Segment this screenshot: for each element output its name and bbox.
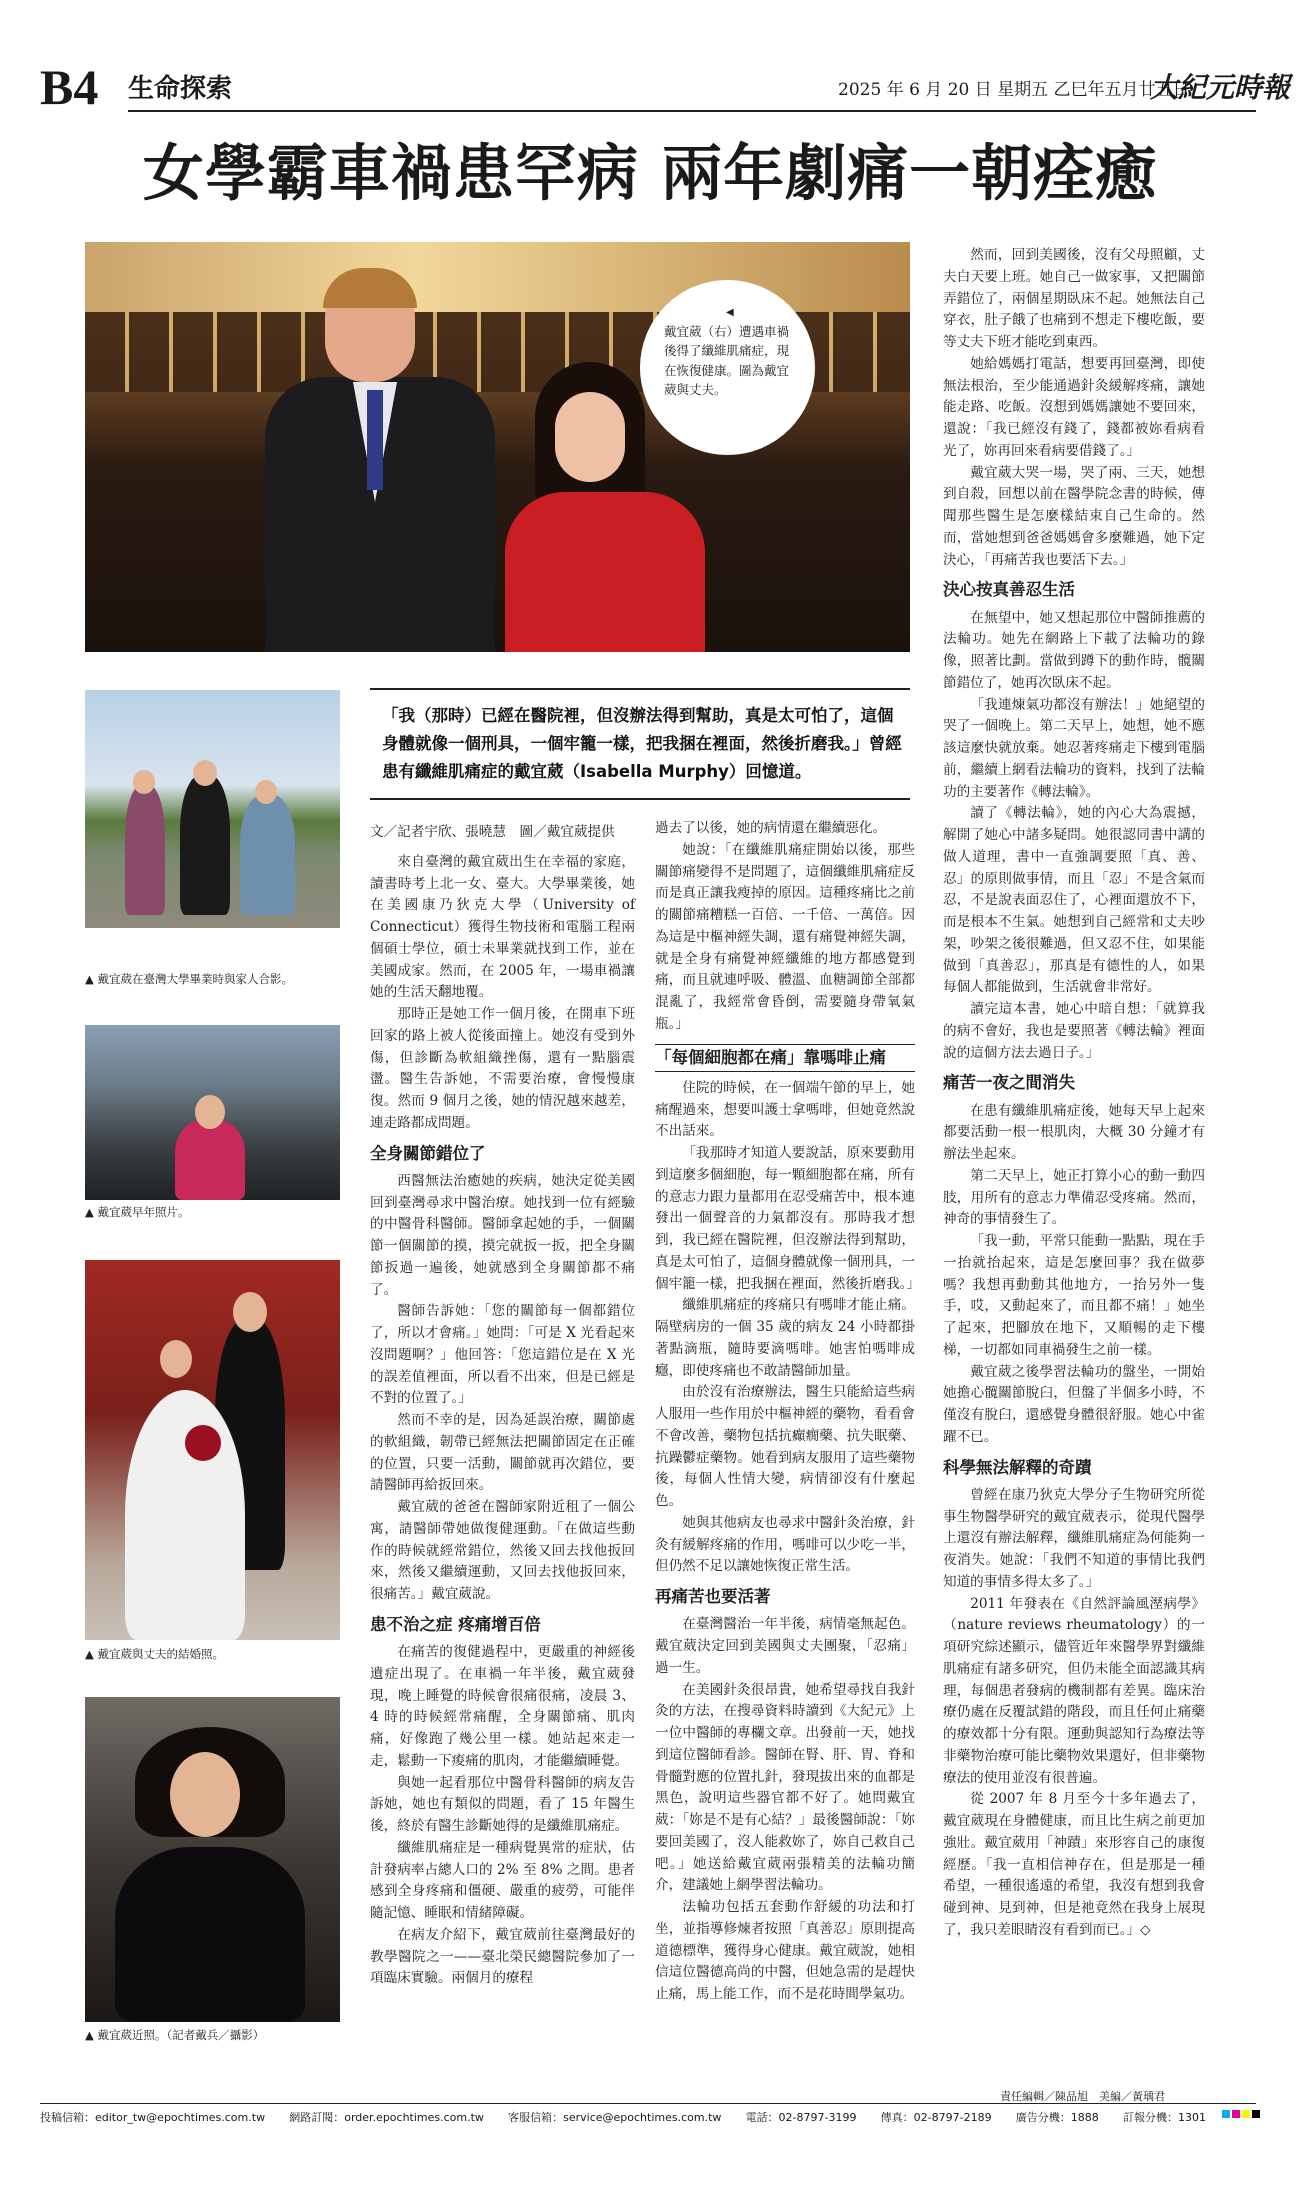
paragraph: 纖維肌痛症是一種病覺異常的症狀，估計發病率占總人口的 2% 至 8% 之間。患者感到全身疼痛和僵硬、嚴重的疲勞，可能伴隨記憶、睡眠和情緒障礙。 (370, 1839, 635, 1922)
paragraph: 戴宜葳大哭一場，哭了兩、三天，她想到自殺，回想以前在醫學院念書的時候，傳聞那些醫生是怎麼樣結束自己生命的。然而，當她想到爸爸媽媽會多麼難過，她下定決心，「再痛苦我也要活下去。」 (943, 464, 1205, 568)
article-headline: 女學霸車禍患罕病 兩年劇痛一朝痊癒 (142, 138, 1158, 209)
subheading: 決心按真善忍生活 (943, 580, 1075, 600)
contribute-email[interactable]: 投稿信箱：editor_tw@epochtimes.com.tw (40, 2111, 266, 2124)
paragraph: 在無望中，她又想起那位中醫師推薦的法輪功。她先在網路上下載了法輪功的錄像，照著比劃。當做到蹲下的動作時，髖關節錯位了，她再次臥床不起。 (943, 609, 1205, 691)
footer-rule (40, 2103, 1256, 2104)
paragraph: 那時正是她工作一個月後，在開車下班回家的路上被人從後面撞上。她沒有受到外傷，但診斷為軟組織挫傷，還有一點腦震盪。醫生告訴她，不需要治療，會慢慢康復。然而 9 個月之後，她的情況越來越差，連走路都成問題。 (370, 1006, 635, 1131)
paragraph: 法輪功包括五套動作舒緩的功法和打坐，並指導修煉者按照「真善忍」原則提高道德標準，獲得身心健康。戴宜葳說，她相信這位醫德高尚的中醫，但她急需的是趕快止痛，馬上能工作，而不是花時間學氣功。 (655, 1899, 915, 2003)
footer-contacts (40, 2109, 1256, 2125)
article-column-3 (943, 245, 1205, 1942)
paragraph: 「我連煉氣功都沒有辦法！」她絕望的哭了一個晚上。第二天早上，她想，她不應該這麼快就放棄。她忍著疼痛走下樓到電腦前，繼續上網看法輪功的資料，找到了法輪功的主要著作《轉法輪》。 (943, 696, 1205, 800)
ad-extension: 廣告分機：1888 (1015, 2111, 1099, 2124)
phone-number: 電話：02-8797-3199 (745, 2111, 857, 2124)
print-color-marks (1222, 2110, 1260, 2118)
photo-early (85, 1025, 340, 1200)
caption-wedding: ▲ 戴宜葳與丈夫的結婚照。 (85, 1647, 224, 1661)
subheading: 全身關節錯位了 (370, 1143, 486, 1163)
paragraph: 過去了以後，她的病情還在繼續惡化。 (655, 820, 887, 836)
order-url[interactable]: 網路訂閱：order.epochtimes.com.tw (289, 2111, 484, 2124)
caption-graduation: ▲ 戴宜葳在臺灣大學畢業時與家人合影。 (85, 972, 293, 986)
subheading: 再痛苦也要活著 (655, 1587, 771, 1607)
caption-recent: ▲ 戴宜葳近照。（記者戴兵／攝影） (85, 2028, 265, 2042)
paragraph: 在痛苦的復健過程中，更嚴重的神經後遺症出現了。在車禍一年半後，戴宜葳發現，晚上睡覺的時候會很痛很痛，凌晨 3、4 時的時候經常痛醒，全身關節痛、肌肉痛，好像跑了幾公里一樣。她站起來走一走，鬆動一下痠痛的肌肉，才能繼續睡覺。 (370, 1644, 635, 1769)
newspaper-logo: 大紀元時報 (1150, 71, 1291, 104)
paragraph: 然而，回到美國後，沒有父母照顧，丈夫白天要上班。她自己一做家事，又把關節弄錯位了，兩個星期臥床不起。她無法自己穿衣，肚子餓了也痛到不想走下樓吃飯，要等丈夫下班才能吃到東西。 (943, 247, 1205, 350)
paragraph: 住院的時候，在一個端午節的早上，她痛醒過來，想要叫護士拿嗎啡，但她竟然說不出話來。 (655, 1079, 915, 1140)
editor-credit: 責任編輯／陳品旭 美編／黃瑀君 (1000, 2090, 1165, 2103)
paragraph: 戴宜葳之後學習法輪功的盤坐，一開始她擔心髖關節脫臼，但盤了半個多小時，不僅沒有脫臼，還感覺身體很舒服。她心中雀躍不已。 (943, 1363, 1205, 1445)
subscription-extension: 訂報分機：1301 (1122, 2111, 1206, 2124)
page-number: B4 (40, 59, 99, 115)
main-photo-caption-text: 戴宜葳（右）遭遇車禍後得了纖維肌痛症，現在恢復健康。圖為戴宜葳與丈夫。 (664, 324, 790, 398)
paragraph: 她與其他病友也尋求中醫針灸治療，針灸有緩解疼痛的作用，嗎啡可以少吃一半，但仍然不足以讓她恢復正常生活。 (655, 1514, 915, 1575)
paragraph: 在美國針灸很昂貴，她希望尋找自我針灸的方法，在搜尋資料時讀到《大紀元》上一位中醫師的專欄文章。出發前一天，她找到這位醫師看診。醫師在腎、肝、胃、脊和骨髓對應的位置扎針，發現拔出來的血都是黑色，說明這些器官都不好了。她問戴宜葳：「妳是不是有心結？」最後醫師說：「妳要回美國了，沒人能救妳了，妳自己救自己吧。」她送給戴宜葳兩張精美的法輪功簡介，建議她上網學習法輪功。 (655, 1681, 915, 1894)
fax-number: 傳真：02-8797-2189 (880, 2111, 992, 2124)
paragraph: 醫師告訴她：「您的關節每一個都錯位了，所以才會痛。」她問：「可是 X 光看起來沒問題啊？」他回答：「您這錯位是在 X 光的誤差值裡面，所以看不出來，但是已經是不對的位置了。」 (370, 1303, 635, 1407)
photo-graduation (85, 690, 340, 928)
paragraph: 戴宜葳的爸爸在醫師家附近租了一個公寓，請醫師帶她做復健運動。「在做這些動作的時候就經常錯位，然後又回去找他扳回來，然後又繼續運動，又回去找他扳回來，很痛苦。」戴宜葳說。 (370, 1499, 635, 1603)
caption-arrow-icon: ◀ (726, 307, 734, 318)
service-email[interactable]: 客服信箱：service@epochtimes.com.tw (508, 2111, 722, 2124)
photo-wedding (85, 1260, 340, 1640)
paragraph: 曾經在康乃狄克大學分子生物研究所從事生物醫學研究的戴宜葳表示，從現代醫學上還沒有辦法解釋，纖維肌痛症為何能夠一夜消失。她說：「我們不知道的事情比我們知道的事情多得太多了。」 (943, 1486, 1205, 1590)
photo-recent (85, 1697, 340, 2022)
paragraph: 讀了《轉法輪》，她的內心大為震撼，解開了她心中諸多疑問。她很認同書中講的做人道理，書中一直強調要照「真、善、忍」的原則做事情，而且「忍」不是含氣而忍，不是說表面忍住了，心裡面還放不下，而是根本不生氣。她想到自己經常和丈夫吵架，吵架之後很難過，但又忍不住，如果能做到「真善忍」，那真是有德性的人，如果每個人都能做到，生活就會非常好。 (943, 805, 1205, 996)
paragraph: 從 2007 年 8 月至今十多年過去了，戴宜葳現在身體健康，而且比生病之前更加強壯。戴宜葳用「神蹟」來形容自己的康復經歷。「我一直相信神存在，但是那是一種希望，一種很遙遠的希望，我沒有想到我會碰到神、見到神，但是祂竟然在我身上展現了，我只差眼睛沒有看到而已。」◇ (943, 1791, 1205, 1938)
main-photo-caption (640, 280, 815, 455)
paragraph: 「我那時才知道人要說話，原來要動用到這麼多個細胞，每一顆細胞都在痛，所有的意志力跟力量都用在忍受痛苦中，根本連發出一個聲音的力氣都沒有。那時我才想到，我已經在醫院裡，但沒辦法得到幫助，真是太可怕了，這個身體就像一個刑具，一個牢籠一樣，把我捆在裡面，然後折磨我。」 (655, 1145, 921, 1292)
paragraph: 然而不幸的是，因為延誤治療，關節處的軟組織，韌帶已經無法把關節固定在正確的位置，只要一活動，關節就再次錯位，要請醫師再給扳回來。 (370, 1412, 635, 1494)
caption-early: ▲ 戴宜葳早年照片。 (85, 1205, 190, 1219)
paragraph: 在臺灣醫治一年半後，病情毫無起色。戴宜葳決定回到美國與丈夫團聚，「忍痛」過一生。 (655, 1616, 915, 1676)
section-title: 生命探索 (128, 74, 233, 104)
paragraph: 來自臺灣的戴宜葳出生在幸福的家庭，讀書時考上北一女、臺大。大學畢業後，她在美國康乃狄克大學（University of Connecticut）獲得生物技術和電腦工程兩個碩士學位，碩士未畢業就找到工作，並在美國成家。然而，在 2005 年，一場車禍讓她的生活天翻地覆。 (370, 853, 635, 1001)
issue-date: 2025 年 6 月 20 日 星期五 乙巳年五月廿五日 (838, 80, 1190, 100)
subheading: 科學無法解釋的奇蹟 (943, 1457, 1092, 1477)
paragraph: 在患有纖維肌痛症後，她每天早上起來都要活動一根一根肌肉，大概 30 分鐘才有辦法坐起來。 (943, 1102, 1205, 1163)
photo-man (265, 272, 495, 652)
article-column-1 (370, 822, 635, 1990)
paragraph: 她說：「在纖維肌痛症開始以後，那些關節痛變得不是問題了，這個纖維肌痛症反而是真正讓我瘦掉的原因。這種疼痛比之前的關節痛糟糕一百倍、一千倍、一萬倍。因為這是中樞神經失調，還有痛覺神經失調，就是全身有痛覺神經纖維的地方都感覺到痛，而且就連呼吸、體溫、血糖調節全部都混亂了，我經常會昏倒，需要隨身帶氧氣瓶。」 (655, 841, 915, 1032)
paragraph: 纖維肌痛症的疼痛只有嗎啡才能止痛。隔壁病房的一個 35 歲的病友 24 小時都掛著點滴瓶，隨時要滴嗎啡。她害怕嗎啡成癮，即使疼痛也不敢請醫師加量。 (655, 1297, 915, 1379)
article-column-2 (655, 818, 921, 2006)
subheading: 痛苦一夜之間消失 (943, 1073, 1075, 1093)
paragraph: 西醫無法治癒她的疾病，她決定從美國回到臺灣尋求中醫治療。她找到一位有經驗的中醫骨科醫師。醫師拿起她的手，一個關節一個關節的摸，摸完就扳一扳，把全身關節扳過一遍後，她就感到全身關節都不痛了。 (370, 1172, 635, 1298)
paragraph: 在病友介紹下，戴宜葳前往臺灣最好的教學醫院之一——臺北榮民總醫院參加了一項臨床實驗。兩個月的療程 (370, 1926, 635, 1987)
paragraph: 由於沒有治療辦法，醫生只能給這些病人服用一些作用於中樞神經的藥物，看看會不會改善，藥物包括抗癲癇藥、抗失眠藥、抗躁鬱症藥物。她看到病友服用了這些藥物後，每個人性情大變，病情卻沒有什麼起色。 (655, 1384, 915, 1510)
header-rule (128, 110, 1256, 112)
paragraph: 讀完這本書，她心中暗自想：「就算我的病不會好，我也是要照著《轉法輪》裡面說的這個方法去過日子。」 (943, 1001, 1205, 1061)
byline: 文／記者宇欣、張曉慧 圖／戴宜葳提供 (370, 824, 615, 840)
paragraph: 第二天早上，她正打算小心的動一動四肢，用所有的意志力準備忍受疼痛。然而，神奇的事情發生了。 (943, 1167, 1205, 1228)
paragraph: 「我一動，平常只能動一點點，現在手一抬就抬起來，這是怎麼回事？我在做夢嗎？我想再動動其他地方，一抬另外一隻手，哎，又動起來了，而且都不痛！」她坐了起來，把腳放在地下，又順暢的走下樓梯，一切都如同車禍發生之前一樣。 (943, 1233, 1205, 1358)
paragraph: 她給媽媽打電話，想要再回臺灣，即使無法根治，至少能通過針灸緩解疼痛，讓她能走路、吃飯。沒想到媽媽讓她不要回來，還說：「我已經沒有錢了，錢都被妳看病看光了，妳再回來看病要借錢了。」 (943, 355, 1205, 459)
paragraph: 與她一起看那位中醫骨科醫師的病友告訴她，她也有類似的問題，看了 15 年醫生後，終於有醫生診斷她得的是纖維肌痛症。 (370, 1774, 635, 1835)
pull-quote: 「我（那時）已經在醫院裡，但沒辦法得到幫助，真是太可怕了，這個身體就像一個刑具，一個牢籠一樣，把我捆在裡面，然後折磨我。」曾經患有纖維肌痛症的戴宜葳（Isabella Murphy）回憶道。 (370, 688, 910, 800)
subheading: 患不治之症 疼痛增百倍 (370, 1614, 541, 1634)
subheading: 「每個細胞都在痛」靠嗎啡止痛 (655, 1044, 915, 1072)
paragraph: 2011 年發表在《自然評論風溼病學》（nature reviews rheumatology）的一項研究綜述顯示，儘管近年來醫學界對纖維肌痛症有諸多研究，但仍未能全面認識其病理，每個患者發病的機制都有差異。臨床治療仍處在反覆試錯的階段，而且任何止痛藥的療效都十分有限。運動與認知行為療法等非藥物治療可能比藥物效果還好，但非藥物療法的使用並沒有很普遍。 (943, 1595, 1205, 1786)
